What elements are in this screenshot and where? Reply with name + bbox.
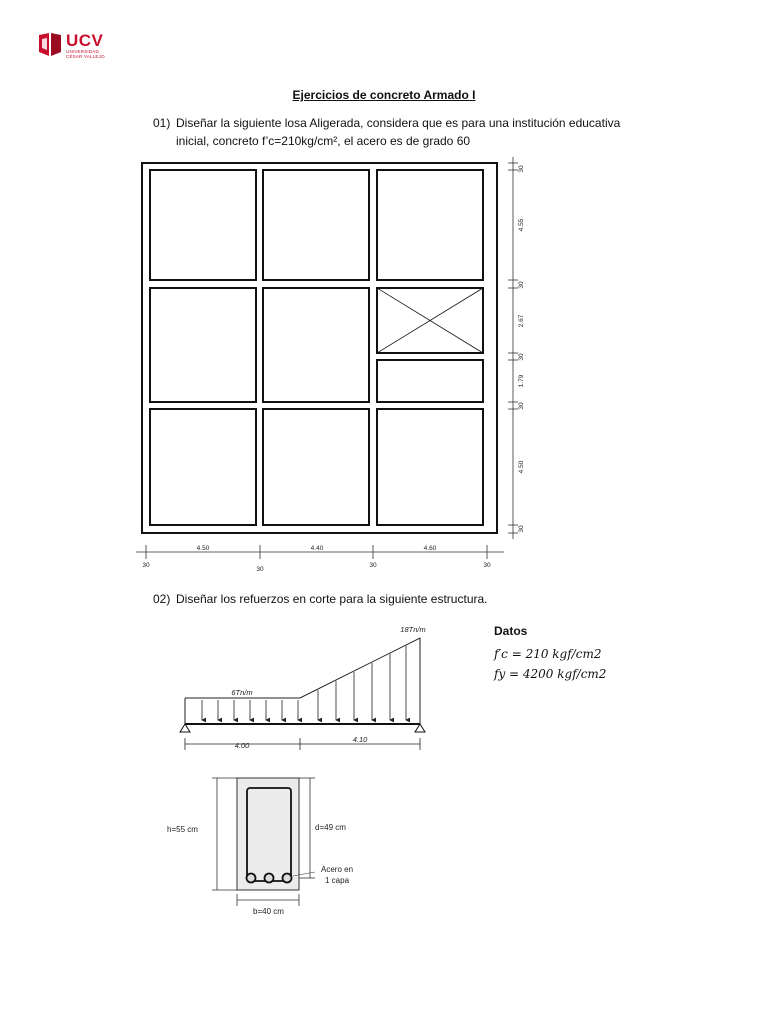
slab-panel (263, 288, 369, 402)
hdim-support-label: 30 (142, 562, 150, 569)
vdim-label: 1.79 (518, 374, 525, 388)
exercise-1-number: 01) (153, 116, 171, 130)
ucv-shield-icon (38, 32, 62, 58)
exercise-2-text: Diseñar los refuerzos en corte para la siguiente estructura. (176, 592, 488, 606)
beam-cross-section (165, 772, 395, 922)
load-outline (185, 638, 420, 724)
vdim-label: 4.50 (518, 460, 525, 474)
pin-support-left (180, 724, 190, 732)
hdim-support-label: 30 (483, 562, 491, 569)
hdim-support-label: 30 (369, 562, 377, 569)
vdim-label: 2.67 (518, 314, 525, 328)
slab-plan-drawing (130, 155, 540, 580)
slab-outer-border (142, 163, 497, 533)
university-logo (38, 32, 105, 59)
slab-panel (263, 170, 369, 280)
fc-equation: f′c = 210 kgf/cm2 (494, 647, 602, 661)
exercise-2-number: 02) (153, 592, 171, 606)
exercise-1-text-line1: Diseñar la siguiente losa Aligerada, considera que es para una institución educativa (176, 116, 621, 130)
logo-subtitle-1: UNIVERSIDAD (66, 49, 99, 54)
height-label: h=55 cm (167, 825, 198, 834)
exercise-1-text-line2: inicial, concreto f’c=210kg/cm², el acero es de grado 60 (176, 134, 471, 148)
document-title: Ejercicios de concreto Armado I (292, 88, 476, 102)
beam-load-diagram (170, 620, 440, 760)
vdim-label: 30 (518, 402, 525, 410)
exercise-1-statement (153, 114, 633, 132)
fy-equation: fy = 4200 kgf/cm2 (494, 667, 607, 681)
slab-panel (150, 409, 256, 525)
exercise-2-statement (153, 590, 488, 608)
data-title: Datos (494, 624, 528, 638)
vdim-label: 30 (518, 165, 525, 173)
uniform-load-arrows (202, 700, 298, 720)
slab-panel (377, 409, 483, 525)
triangular-load-arrows (318, 646, 406, 720)
hdim-span-label: 4.60 (423, 545, 437, 552)
span-1-label: 4.00 (234, 741, 250, 750)
hdim-span-label: 4.40 (310, 545, 324, 552)
width-label: b=40 cm (253, 907, 284, 916)
steel-label-line2: 1 capa (325, 876, 350, 885)
slab-panel (150, 170, 256, 280)
slab-panel (150, 288, 256, 402)
max-load-label: 18Tn/m (400, 625, 426, 634)
longitudinal-bars (247, 874, 292, 883)
logo-name: UCV (66, 31, 104, 50)
hdim-span-label: 4.50 (196, 545, 210, 552)
vdim-label: 30 (518, 281, 525, 289)
hdim-support-label: 30 (256, 566, 264, 573)
data-panel (494, 624, 606, 684)
vdim-label: 30 (518, 353, 525, 361)
logo-subtitle-2: CÉSAR VALLEJO (66, 54, 105, 59)
effective-depth-label: d=49 cm (315, 823, 346, 832)
steel-label-line1: Acero en (321, 865, 354, 874)
slab-panel (263, 409, 369, 525)
slab-panel (377, 170, 483, 280)
vdim-label: 4.55 (518, 218, 525, 232)
slab-panel-small (377, 360, 483, 402)
pin-support-right (415, 724, 425, 732)
vdim-label: 30 (518, 525, 525, 533)
uniform-load-label: 6Tn/m (231, 688, 253, 697)
span-2-label: 4.10 (352, 735, 368, 744)
